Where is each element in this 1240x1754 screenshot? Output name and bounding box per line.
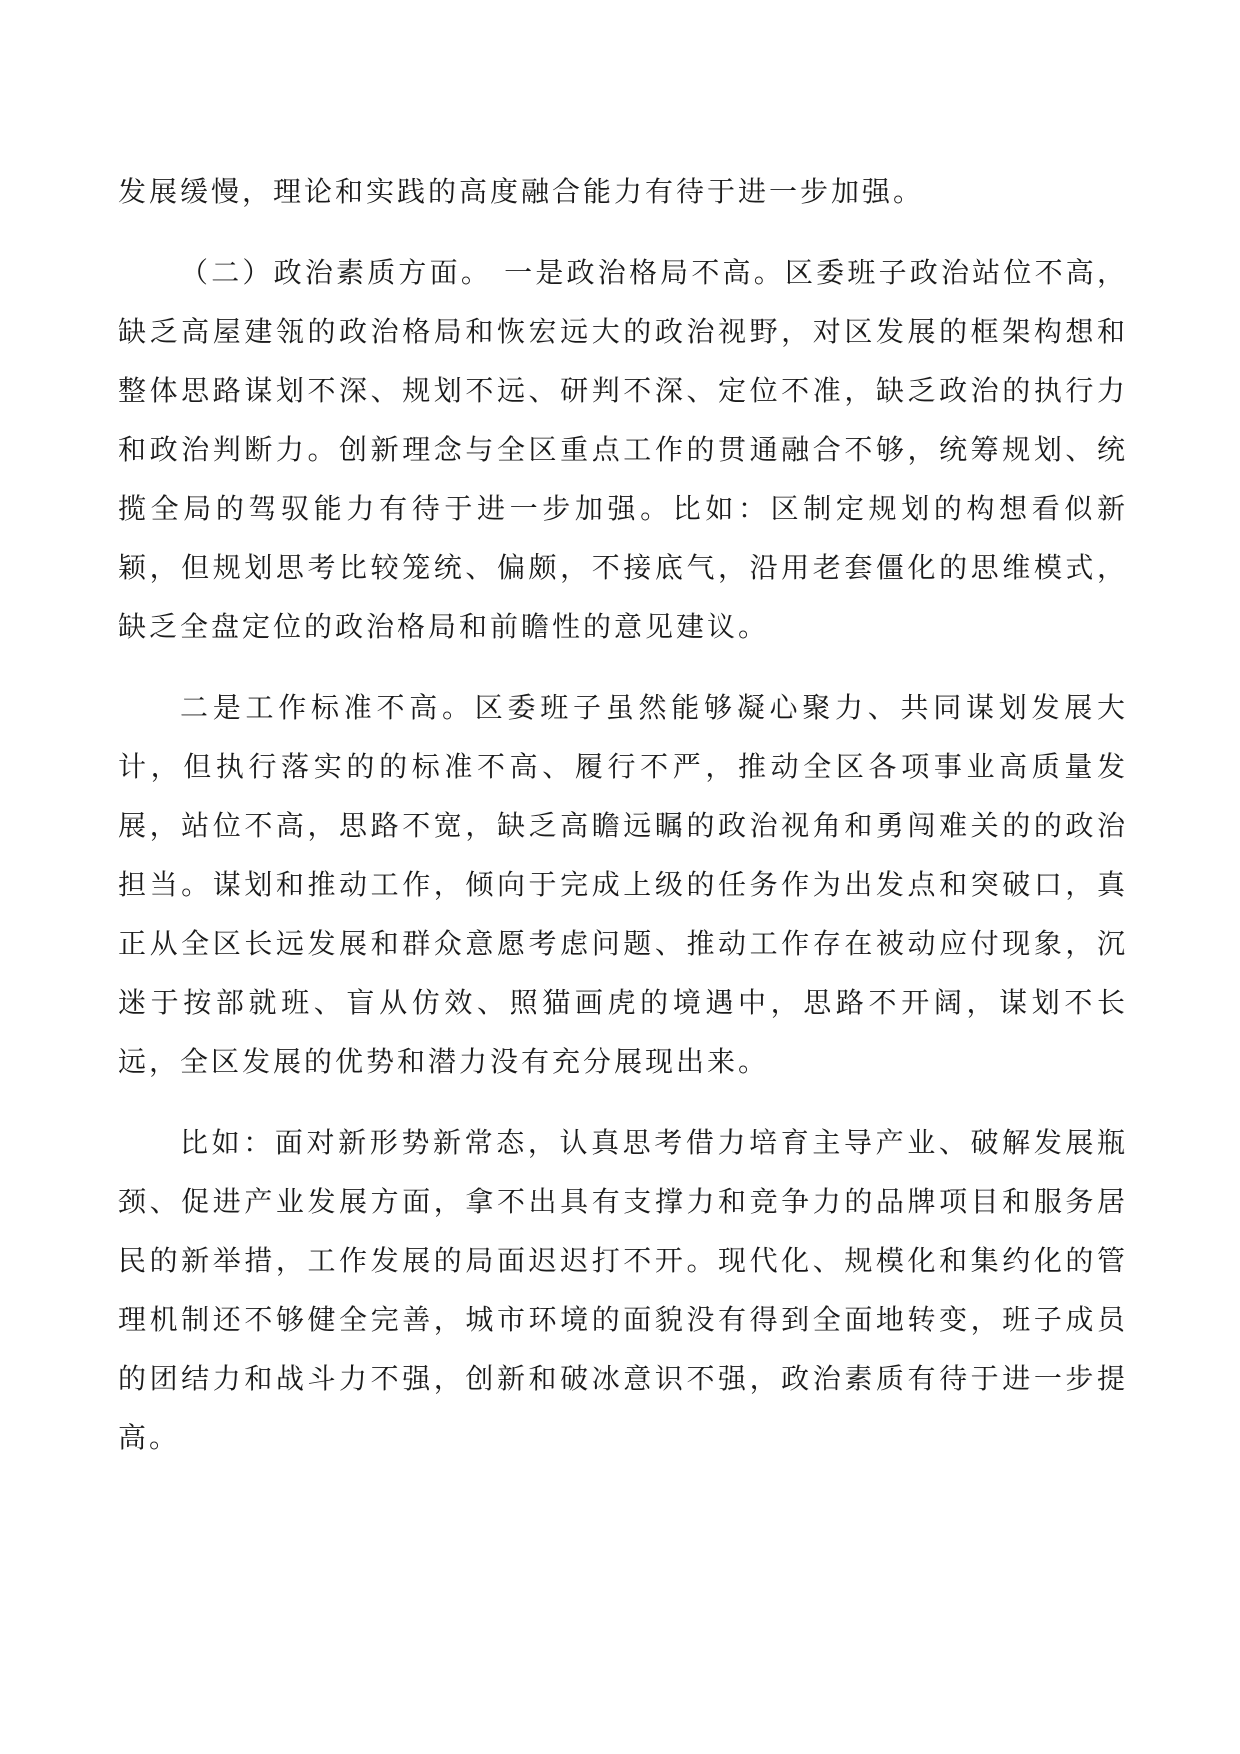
paragraph-work-standards: 二是工作标准不高。区委班子虽然能够凝心聚力、共同谋划发展大计，但执行落实的的标准不高、履行不严，推动全区各项事业高质量发展，站位不高，思路不宽，缺乏高瞻远瞩的政治视角和勇闯难关的的政治担当。谋划和推动工作，倾向于完成上级的任务作为出发点和突破口，真正从全区长远发展和群众意愿考虑问题、推动工作存在被动应付现象，沉迷于按部就班、盲从仿效、照猫画虎的境遇中，思路不开阔，谋划不长远，全区发展的优势和潜力没有充分展现出来。 bbox=[118, 691, 1128, 1078]
document-body bbox=[118, 162, 1128, 1467]
paragraph-continuation: 发展缓慢，理论和实践的高度融合能力有待于进一步加强。 bbox=[118, 175, 925, 208]
paragraph-political-quality: （二）政治素质方面。 一是政治格局不高。区委班子政治站位不高，缺乏高屋建瓴的政治格局和恢宏远大的政治视野，对区发展的框架构想和整体思路谋划不深、规划不远、研判不深、定位不准，缺乏政治的执行力和政治判断力。创新理念与全区重点工作的贯通融合不够，统筹规划、统揽全局的驾驭能力有待于进一步加强。比如：区制定规划的构想看似新颖，但规划思考比较笼统、偏颇，不接底气，沿用老套僵化的思维模式，缺乏全盘定位的政治格局和前瞻性的意见建议。 bbox=[118, 256, 1128, 643]
paragraph-example: 比如：面对新形势新常态，认真思考借力培育主导产业、破解发展瓶颈、促进产业发展方面，拿不出具有支撑力和竞争力的品牌项目和服务居民的新举措，工作发展的局面迟迟打不开。现代化、规模化和集约化的管理机制还不够健全完善，城市环境的面貌没有得到全面地转变，班子成员的团结力和战斗力不强，创新和破冰意识不强，政治素质有待于进一步提高。 bbox=[118, 1126, 1128, 1454]
